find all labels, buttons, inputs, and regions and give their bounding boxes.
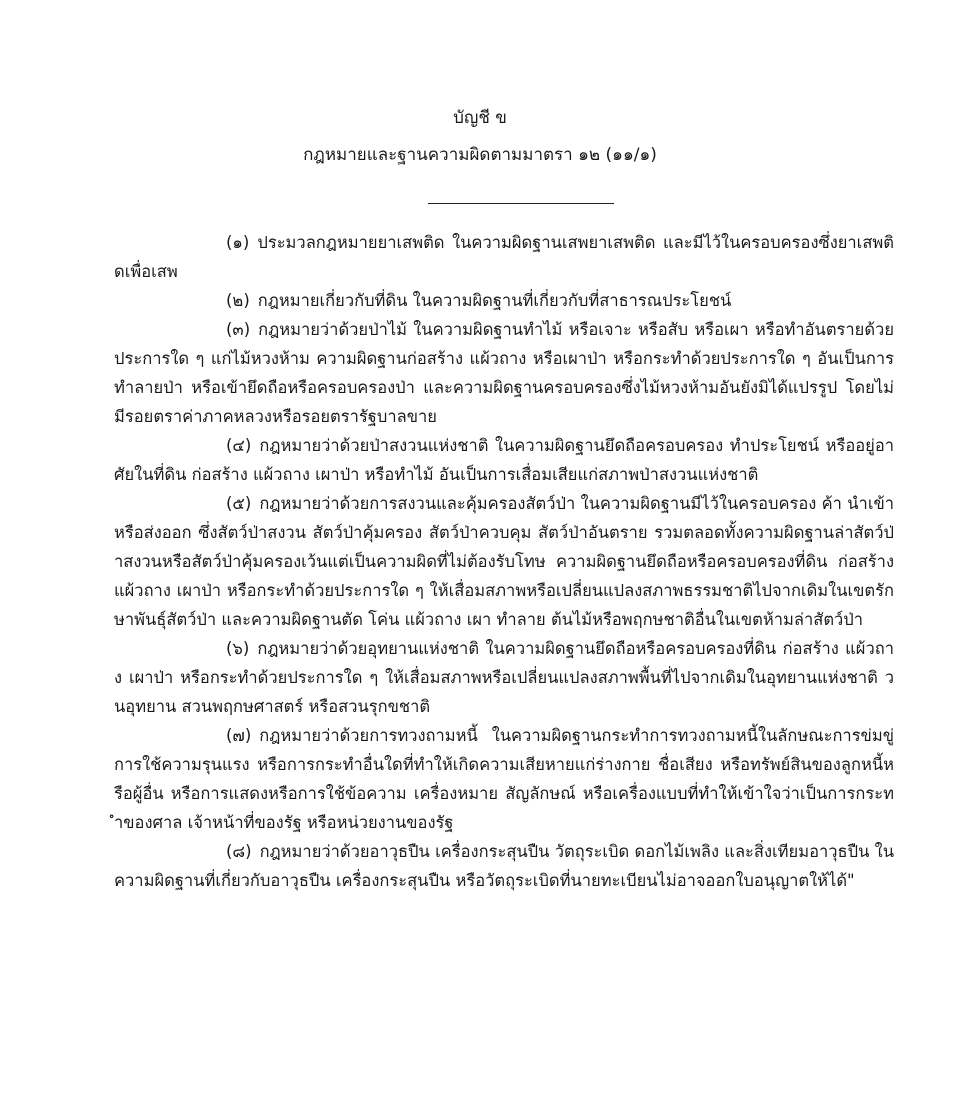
item-number: (๑) [226, 233, 250, 252]
item-text: ประมวลกฎหมายยาเสพติด ในความผิดฐานเสพยาเสพติด และมีไว้ในครอบครองซึ่งยาเสพติดเพื่อเสพ [114, 233, 894, 281]
list-item-7 [114, 721, 894, 837]
item-number: (๓) [226, 320, 251, 339]
item-text: กฎหมายว่าด้วยการทวงถามหนี้ ในความผิดฐานกระทำการทวงถามหนี้ในลักษณะการข่มขู่ การใช้ความรุนแรง หรือการกระทำอื่นใดที่ทำให้เกิดความเสียหายแก่ร่างกาย ชื่อเสียง หรือทรัพย์สินของลูกหนี้หรือผู้อื่น หรือการแสดงหรือการใช้ข้อความ เครื่องหมาย สัญลักษณ์ หรือเครื่องแบบที่ทำให้เข้าใจว่าเป็นการกระทำของศาล เจ้าหน้าที่ของรัฐ หรือหน่วยงานของรัฐ [114, 726, 894, 832]
item-text: กฎหมายว่าด้วยอุทยานแห่งชาติ ในความผิดฐานยึดถือหรือครอบครองที่ดิน ก่อสร้าง แผ้วถาง เผาป่า หรือกระทำด้วยประการใด ๆ ให้เสื่อมสภาพหรือเปลี่ยนแปลงสภาพพื้นที่ไปจากเดิมในอุทยานแห่งชาติ วนอุทยาน สวนพฤกษศาสตร์ หรือสวนรุกขชาติ [114, 639, 894, 716]
list-item-2 [114, 286, 894, 315]
item-number: (๗) [226, 726, 252, 745]
item-text: กฎหมายว่าด้วยป่าไม้ ในความผิดฐานทำไม้ หรือเจาะ หรือสับ หรือเผา หรือทำอันตรายด้วยประการใด ๆ แก่ไม้หวงห้าม ความผิดฐานก่อสร้าง แผ้วถาง หรือเผาป่า หรือกระทำด้วยประการใด ๆ อันเป็นการทำลายป่า หรือเข้ายึดถือหรือครอบครองป่า และความผิดฐานครอบครองซึ่งไม้หวงห้ามอันยังมิได้แปรรูป โดยไม่มีรอยตราค่าภาคหลวงหรือรอยตรารัฐบาลขาย [114, 320, 894, 426]
item-text: กฎหมายว่าด้วยการสงวนและคุ้มครองสัตว์ป่า ในความผิดฐานมีไว้ในครอบครอง ค้า นำเข้า หรือส่งออก ซึ่งสัตว์ป่าสงวน สัตว์ป่าคุ้มครอง สัตว์ป่าควบคุม สัตว์ป่าอันตราย รวมตลอดทั้งความผิดฐานล่าสัตว์ป่าสงวนหรือสัตว์ป่าคุ้มครองเว้นแต่เป็นความผิดที่ไม่ต้องรับโทษ ความผิดฐานยึดถือหรือครอบครองที่ดิน ก่อสร้าง แผ้วถาง เผาป่า หรือกระทำด้วยประการใด ๆ ให้เสื่อมสภาพหรือเปลี่ยนแปลงสภาพธรรมชาติไปจากเดิมในเขตรักษาพันธุ์สัตว์ป่า และความผิดฐานตัด โค่น แผ้วถาง เผา ทำลาย ต้นไม้หรือพฤกษชาติอื่นในเขตห้ามล่าสัตว์ป่า [114, 494, 894, 629]
list-item-6 [114, 634, 894, 721]
item-number: (๖) [226, 639, 250, 658]
item-text: กฎหมายว่าด้วยป่าสงวนแห่งชาติ ในความผิดฐานยึดถือครอบครอง ทำประโยชน์ หรืออยู่อาศัยในที่ดิน ก่อสร้าง แผ้วถาง เผาป่า หรือทำไม้ อันเป็นการเสื่อมเสียแก่สภาพป่าสงวนแห่งชาติ [114, 436, 894, 484]
title-divider [428, 203, 614, 204]
item-number: (๕) [226, 494, 252, 513]
item-text: กฎหมายเกี่ยวกับที่ดิน ในความผิดฐานที่เกี่ยวกับที่สาธารณประโยชน์ [257, 291, 732, 310]
document-subtitle: กฎหมายและฐานความผิดตามมาตรา ๑๒ (๑๑/๑) [303, 145, 657, 165]
item-list [114, 228, 894, 895]
list-item-8 [114, 837, 894, 895]
list-item-3 [114, 315, 894, 431]
item-text: กฎหมายว่าด้วยอาวุธปืน เครื่องกระสุนปืน วัตถุระเบิด ดอกไม้เพลิง และสิ่งเทียมอาวุธปืน ในความผิดฐานที่เกี่ยวกับอาวุธปืน เครื่องกระสุนปืน หรือวัตถุระเบิดที่นายทะเบียนไม่อาจออกใบอนุญาตให้ได้" [114, 842, 894, 890]
item-number: (๔) [226, 436, 252, 455]
item-number: (๒) [226, 291, 250, 310]
list-item-1 [114, 228, 894, 286]
list-item-5 [114, 489, 894, 634]
document-title: บัญชี ข [453, 108, 507, 128]
list-item-4 [114, 431, 894, 489]
item-number: (๘) [226, 842, 252, 861]
